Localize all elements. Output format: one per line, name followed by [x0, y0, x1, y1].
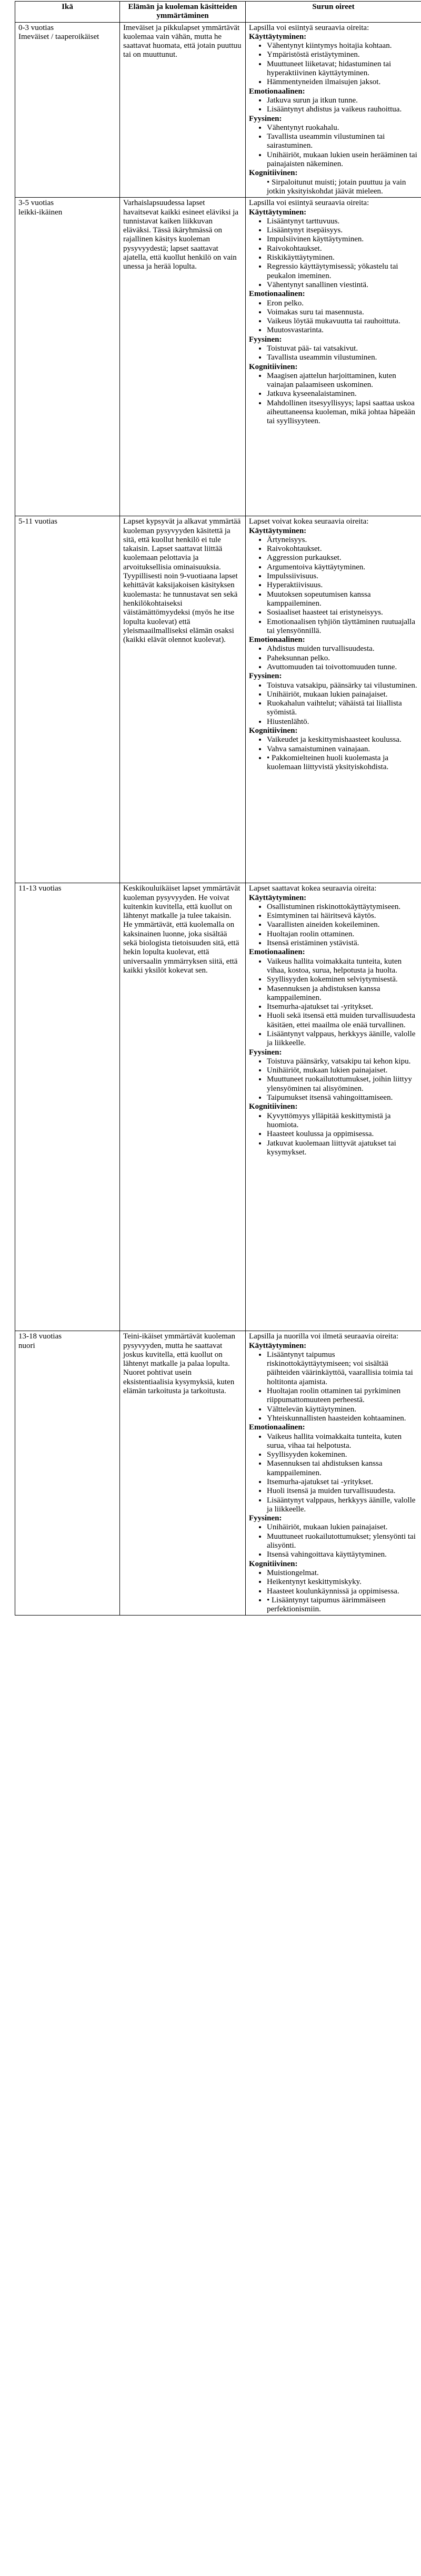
symptom-item: • Vaikeus hallita voimakkaita tunteita, kuten surua, vihaa tai helpotusta. [267, 1433, 418, 1451]
symptom-item: • Huoltajan roolin ottaminen tai pyrkiminen riippumattomuuteen perheestä. [267, 1387, 418, 1405]
symptom-item: • Syyllisyyden kokeminen. [267, 1450, 418, 1459]
symptom-item: • Lisääntynyt ahdistus ja vaikeus rauhoittua. [267, 105, 418, 114]
section-heading: Fyysinen: [249, 114, 282, 123]
symptoms-intro: Lapsilla ja nuorilla voi ilmetä seuraavia oireita: [249, 1332, 399, 1341]
symptom-item: • Muutoksen sopeutumisen kanssa kamppaileminen. [267, 590, 418, 609]
section-heading: Emotionaalinen: [249, 636, 305, 645]
symptom-item: • Sosiaaliset haasteet tai eristyneisyys. [267, 608, 418, 617]
symptom-item: • Osallistuminen riskinottokäyttäytymiseen. [267, 903, 418, 912]
symptom-item: • Huoli itsensä ja muiden turvallisuudesta. [267, 1487, 418, 1496]
symptom-item: • Itsemurha-ajatukset tai -yritykset. [267, 1003, 418, 1011]
symptoms-cell [246, 1331, 421, 1616]
symptom-item: • Riskikäyttäytyminen. [267, 253, 418, 262]
symptom-item: • Muistiongelmat. [267, 1569, 418, 1578]
section-heading: Käyttäytyminen: [249, 526, 307, 535]
symptom-item: • Itsensä vahingoittava käyttäytyminen. [267, 1550, 418, 1559]
symptom-item: • Emotionaalisen tyhjiön täyttäminen ruutuajalla tai ylensyönnillä. [267, 618, 418, 636]
symptom-item: • Itsensä eristäminen ystävistä. [267, 939, 418, 948]
symptoms-intro: Lapset voivat kokea seuraavia oireita: [249, 517, 369, 526]
table-row [15, 22, 421, 198]
symptom-item: • Unihäiriöt, mukaan lukien painajaiset. [267, 690, 418, 699]
symptom-item: • Muuttuneet liiketavat; hidastuminen tai hyperaktiivinen käyttäytyminen. [267, 60, 418, 78]
understanding-cell: Keskikouluikäiset lapset ymmärtävät kuoleman pysyvyyden. He voivat kuitenkin kuvitella, että kuollut on lähtenyt matkalle ja tulee takaisin. He ymmärtävät, että kuolemalla on kaksinainen luonne, joka sisältää sekä biologista tietoisuuden sitä, että hekin lopulta kuolevat, että universaalin ymmärryksen siitä, että kaikki yksilöt kokevat sen. [120, 883, 246, 1331]
understanding-cell: Imeväiset ja pikkulapset ymmärtävät kuolemaa vain vähän, mutta he saattavat huomata, että jotain puuttuu tai on muuttunut. [120, 22, 246, 198]
table-row [15, 198, 421, 516]
section-heading: Emotionaalinen: [249, 290, 305, 299]
symptom-list [249, 1057, 418, 1102]
symptom-item: • Vahva samaistuminen vainajaan. [267, 745, 418, 754]
symptom-list [249, 957, 418, 1048]
age-cell: 5-11 vuotias [15, 516, 120, 883]
symptom-item: • Vaikeudet ja keskittymishaasteet koulussa. [267, 735, 418, 744]
section-heading: Käyttäytyminen: [249, 1341, 307, 1350]
symptom-item: • Vaarallisten aineiden kokeileminen. [267, 921, 418, 929]
symptom-list [249, 1569, 418, 1614]
header-symptoms: Surun oireet [246, 2, 421, 23]
symptom-item: • Itsemurha-ajatukset tai -yritykset. [267, 1478, 418, 1487]
age-cell: 3-5 vuotias leikki-ikäinen [15, 198, 120, 516]
section-heading: Fyysinen: [249, 335, 282, 344]
symptom-item: • Unihäiriöt, mukaan lukien painajaiset. [267, 1523, 418, 1532]
symptom-list [249, 42, 418, 87]
table-row [15, 516, 421, 883]
symptom-item: • Huoli sekä itsensä että muiden turvallisuudesta käsitäen, ettei maailma ole enää turvallinen. [267, 1011, 418, 1030]
symptom-item: • Masennuksen ja ahdistuksen kanssa kamppaileminen. [267, 985, 418, 1003]
section-heading: Emotionaalinen: [249, 1423, 305, 1432]
symptom-item: • Heikentynyt keskittymiskyky. [267, 1578, 418, 1587]
symptom-item: • Paheksunnan pelko. [267, 654, 418, 663]
header-age: Ikä [15, 2, 120, 23]
symptom-item: • Avuttomuuden tai toivottomuuden tunne. [267, 663, 418, 672]
symptom-item: • Muuttuneet ruokailutottumukset, joihin liittyy ylensyöminen tai alisyöminen. [267, 1075, 418, 1093]
symptom-item: • Vaikeus löytää mukavuutta tai rauhoittuta. [267, 317, 418, 326]
section-heading: Fyysinen: [249, 672, 282, 681]
symptom-item: • Välttelevän käyttäytyminen. [267, 1405, 418, 1414]
symptom-item: • Vähentynyt sanallinen viestintä. [267, 281, 418, 290]
symptom-list [249, 217, 418, 290]
symptom-item: • Hyperaktiivisuus. [267, 581, 418, 590]
symptom-item: • Ärtyneisyys. [267, 536, 418, 545]
symptom-item: • Mahdollinen itsesyyllisyys; lapsi saattaa uskoa aiheuttaneensa kuoleman, mikä johtaa häpeään tai syyllisyyteen. [267, 399, 418, 426]
symptom-item: • Impulssiivisuus. [267, 572, 418, 581]
symptom-item: • Hiustenlähtö. [267, 718, 418, 727]
header-row [15, 2, 421, 23]
symptom-list [249, 1433, 418, 1515]
symptom-item: • Jatkuva kyseenalaistaminen. [267, 390, 418, 398]
section-heading: Kognitiivinen: [249, 727, 298, 735]
section-heading: Fyysinen: [249, 1048, 282, 1057]
understanding-cell: Teini-ikäiset ymmärtävät kuoleman pysyvyyden, mutta he saattavat joskus kuvitella, että kuollut on lähtenyt matkalle ja palaa lopulta. Nuoret pohtivat usein eksistentiaalisia kysymyksiä, kuten elämän tarkoitusta ja tarkoitusta. [120, 1331, 246, 1616]
table-body [15, 22, 421, 1616]
symptom-item: • Lisääntynyt taipumus riskinottokäyttäytymiseen; voi sisältää päihteiden väärinkäyttöä, vaarallisia toimia tai holtitonta ajamista. [267, 1351, 418, 1387]
symptom-list [249, 124, 418, 169]
section-heading: Kognitiivinen: [249, 1102, 298, 1111]
symptoms-intro: Lapset saattavat kokea seuraavia oireita: [249, 884, 377, 893]
age-cell: 13-18 vuotias nuori [15, 1331, 120, 1616]
symptom-item: • Syyllisyyden kokeminen selviytymisestä. [267, 975, 418, 984]
symptom-item: • Argumentoiva käyttäytyminen. [267, 563, 418, 572]
symptoms-cell [246, 22, 421, 198]
table-row [15, 1331, 421, 1616]
symptom-item: • Lisääntynyt itsepäisyys. [267, 226, 418, 235]
symptom-item: • Unihäiriöt, mukaan lukien usein herääminen tai painajaisten näkeminen. [267, 151, 418, 169]
age-cell: 0-3 vuotias Imeväiset / taaperoikäiset [15, 22, 120, 198]
symptom-item: • Eron pelko. [267, 299, 418, 308]
symptom-item: • Impulsiivinen käyttäytyminen. [267, 235, 418, 244]
symptom-item: • Regressio käyttäytymisessä; yökastelu tai peukalon imeminen. [267, 262, 418, 281]
section-heading: Käyttäytyminen: [249, 893, 307, 902]
symptom-item: • Raivokohtaukset. [267, 244, 418, 253]
symptom-item: • Voimakas suru tai masennusta. [267, 308, 418, 317]
symptom-list [249, 96, 418, 115]
symptom-item: • Toistuva päänsärky, vatsakipu tai kehon kipu. [267, 1057, 418, 1066]
symptoms-intro: Lapsilla voi esiintyä seuraavia oireita: [249, 23, 369, 32]
symptom-item: • Tavallista useammin vilustuminen. [267, 353, 418, 362]
understanding-cell: Lapset kypsyvät ja alkavat ymmärtää kuoleman pysyvyyden käsitettä ja sitä, että kuollut henkilö ei tule takaisin. Lapset saattavat liittää kuolemaan pelottavia ja arvoituksellisia ominaisuuksia. Tyypillisesti noin 9-vuotiaana lapset kehittävät kaksijakoisen käsityksen kuolemasta: he tunnustavat sen sekä henkilökohtaiseksi väistämättömyydeksi (myös he itse lopulta kuolevat) että yleismaailmalliseksi elämän osaksi (kaikki elävät olennot kuolevat). [120, 516, 246, 883]
symptom-list [249, 735, 418, 772]
symptom-item: • Hämmentyneiden ilmaisujen jaksot. [267, 78, 418, 87]
symptom-list [249, 536, 418, 636]
symptom-item: • Jatkuvat kuolemaan liittyvät ajatukset tai kysymykset. [267, 1139, 418, 1158]
symptom-item: • Yhteiskunnallisten haasteiden kohtaaminen. [267, 1414, 418, 1423]
symptom-item: • Toistuvat pää- tai vatsakivut. [267, 344, 418, 353]
symptom-item: • Muutosvastarinta. [267, 326, 418, 335]
symptom-item: • Lisääntynyt tarttuvuus. [267, 217, 418, 226]
symptom-item: • Kyvyttömyys ylläpitää keskittymistä ja huomiota. [267, 1112, 418, 1130]
symptom-item: • Muuttuneet ruokailutottumukset; ylensyönti tai alisyönti. [267, 1532, 418, 1551]
symptom-item: • Ympäristöstä eristäytyminen. [267, 50, 418, 59]
symptom-item: • Esimtyminen tai häiritsevä käytös. [267, 912, 418, 921]
section-heading: Käyttäytyminen: [249, 32, 307, 41]
symptom-item: • • Lisääntynyt taipumus äärimmäiseen perfektionismiin. [267, 1596, 418, 1614]
symptom-list [249, 1351, 418, 1423]
grief-symptoms-table [15, 1, 421, 1616]
table-row [15, 883, 421, 1331]
symptom-item: • Taipumukset itsensä vahingoittamiseen. [267, 1093, 418, 1102]
symptom-list [249, 372, 418, 426]
symptom-item: • Haasteet koulussa ja oppimisessa. [267, 1130, 418, 1139]
symptom-item: • Ruokahalun vaihtelut; vähäistä tai liiallista syömistä. [267, 699, 418, 718]
symptom-item: • Lisääntynyt valppaus, herkkyys äänille, valolle ja liikkeelle. [267, 1030, 418, 1048]
symptom-list [249, 178, 418, 197]
symptom-item: • Lisääntynyt valppaus, herkkyys äänille, valolle ja liikkeelle. [267, 1496, 418, 1515]
symptom-item: • Sirpaloitunut muisti; jotain puuttuu ja vain jotkin yksityiskohdat jäävät mieleen. [267, 178, 406, 196]
symptom-item: • Huoltajan roolin ottaminen. [267, 930, 418, 939]
symptoms-cell [246, 883, 421, 1331]
symptom-list [249, 344, 418, 363]
header-understanding: Elämän ja kuoleman käsitteiden ymmärtäminen [120, 2, 246, 23]
symptom-item: • Unihäiriöt, mukaan lukien painajaiset. [267, 1066, 418, 1075]
section-heading: Kognitiivinen: [249, 1559, 298, 1568]
symptom-item: • Vähentynyt kiintymys hoitajia kohtaan. [267, 42, 418, 50]
symptom-item: • Tavallista useammin vilustuminen tai sairastuminen. [267, 132, 418, 151]
symptom-item: • • Pakkomielteinen huoli kuolemasta ja kuolemaan liittyvistä yksityiskohdista. [267, 754, 418, 772]
symptom-item: • Raivokohtaukset. [267, 545, 418, 554]
section-heading: Fyysinen: [249, 1514, 282, 1523]
symptom-item: • Jatkuva surun ja itkun tunne. [267, 96, 418, 105]
symptom-item: • Masennuksen tai ahdistuksen kanssa kamppaileminen. [267, 1459, 418, 1478]
age-cell: 11-13 vuotias [15, 883, 120, 1331]
section-heading: Emotionaalinen: [249, 87, 305, 96]
symptom-item: • Ahdistus muiden turvallisuudesta. [267, 645, 418, 653]
symptoms-cell [246, 198, 421, 516]
symptom-list [249, 903, 418, 948]
symptom-item: • Haasteet koulunkäynnissä ja oppimisessa. [267, 1587, 418, 1596]
symptom-item: • Vaikeus hallita voimakkaita tunteita, kuten vihaa, kostoa, surua, helpotusta ja huolta. [267, 957, 418, 976]
section-heading: Kognitiivinen: [249, 362, 298, 371]
symptom-list [249, 681, 418, 727]
symptom-list [249, 645, 418, 672]
symptom-item: • Maagisen ajattelun harjoittaminen, kuten vainajan palaamiseen uskominen. [267, 372, 418, 390]
symptom-list [249, 299, 418, 335]
section-heading: Kognitiivinen: [249, 169, 298, 178]
section-heading: Käyttäytyminen: [249, 208, 307, 217]
symptom-list [249, 1112, 418, 1157]
symptom-list [249, 1523, 418, 1559]
symptom-item: • Aggression purkaukset. [267, 554, 418, 563]
symptoms-intro: Lapsilla voi esiintyä seuraavia oireita: [249, 199, 369, 208]
symptoms-cell [246, 516, 421, 883]
symptom-item: • Toistuva vatsakipu, päänsärky tai vilustuminen. [267, 681, 418, 690]
symptom-item: • Vähentynyt ruokahalu. [267, 124, 418, 132]
understanding-cell: Varhaislapsuudessa lapset havaitsevat kaikki esineet eläviksi ja tunnistavat kaiken liikkuvan eläväksi. Tässä ikäryhmässä on rajallinen käsitys kuoleman pysyvyydestä; lapset saattavat ajatella, että kuollut henkilö on vain unessa ja herää lopulta. [120, 198, 246, 516]
section-heading: Emotionaalinen: [249, 948, 305, 957]
